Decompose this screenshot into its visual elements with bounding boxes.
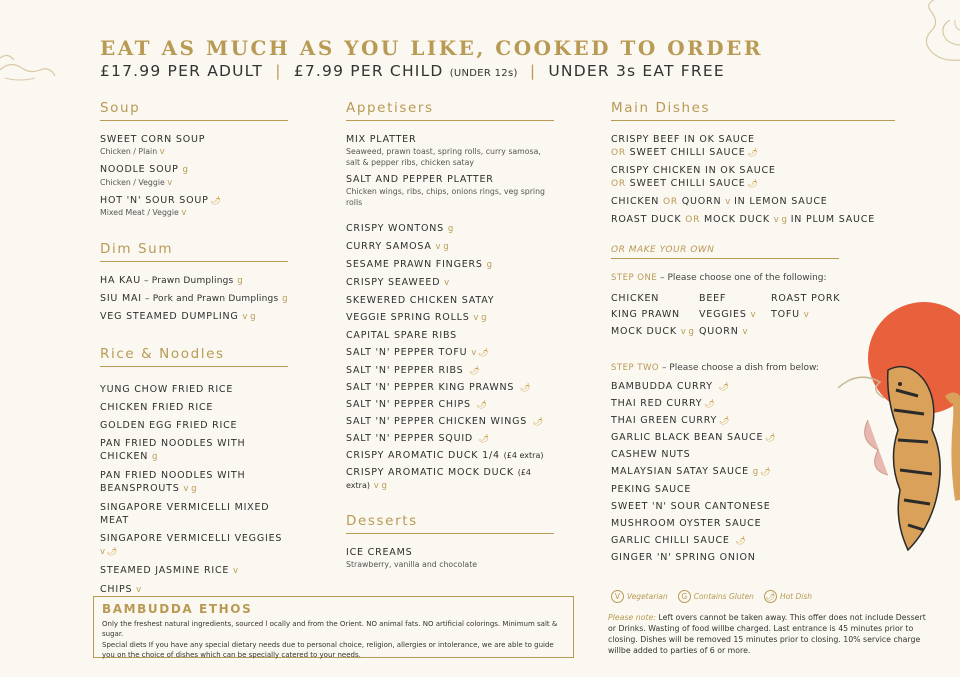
step-one: STEP ONE – Please choose one of the following: bbox=[611, 273, 827, 283]
list-item: VEGGIE SPRING ROLLS v g bbox=[346, 312, 487, 323]
list-item: TOFU v bbox=[771, 309, 809, 320]
list-item: MALAYSIAN SATAY SAUCE g 🌶 bbox=[611, 466, 772, 477]
page-title: EAT AS MUCH AS YOU LIKE, COOKED TO ORDER bbox=[100, 36, 764, 60]
hot-icon: 🌶 bbox=[478, 434, 490, 443]
list-item: SWEET CORN SOUP bbox=[100, 134, 206, 145]
list-item: ICE CREAMS bbox=[346, 547, 413, 558]
list-item: MOCK DUCK v g bbox=[611, 326, 694, 337]
item-subtitle: Strawberry, vanilla and chocolate bbox=[346, 560, 478, 569]
list-item: SIU MAI – Pork and Prawn Dumplings g bbox=[100, 293, 288, 305]
appetiser-list bbox=[346, 222, 554, 493]
item-subtitle: Mixed Meat / Veggie v bbox=[100, 208, 187, 218]
list-item: PAN FRIED NOODLES WITH CHICKEN g bbox=[100, 438, 246, 463]
make-your-own-heading: OR MAKE YOUR OWN bbox=[611, 245, 839, 259]
cloud-decoration-left bbox=[0, 30, 60, 90]
hot-icon: 🌶 bbox=[210, 196, 222, 205]
item-subtitle: Seaweed, prawn toast, spring rolls, curry samosa, salt & pepper ribs, chicken satay bbox=[346, 147, 541, 167]
list-item: SALT 'N' PEPPER RIBS 🌶 bbox=[346, 365, 481, 376]
column-left bbox=[100, 100, 288, 602]
list-item: ROAST DUCK OR MOCK DUCK v g IN PLUM SAUCE bbox=[611, 214, 876, 225]
list-item: SKEWERED CHICKEN SATAY bbox=[346, 295, 495, 306]
list-item: HA KAU – Prawn Dumplings g bbox=[100, 275, 243, 286]
list-item: CHIPS v bbox=[100, 584, 142, 596]
vegetarian-icon: V bbox=[611, 590, 624, 603]
hot-icon: 🌶 bbox=[520, 383, 532, 392]
list-item: CASHEW NUTS bbox=[611, 449, 691, 460]
gluten-icon: G bbox=[678, 590, 691, 603]
list-item: OR SWEET CHILLI SAUCE 🌶 bbox=[611, 178, 759, 189]
item-subtitle: Chicken / Plain v bbox=[100, 147, 165, 157]
list-item: SALT 'N' PEPPER CHIPS 🌶 bbox=[346, 399, 488, 410]
list-item: SINGAPORE VERMICELLI MIXED MEAT bbox=[100, 502, 270, 527]
item-subtitle: Chicken / Veggie v bbox=[100, 178, 173, 188]
step-two: STEP TWO – Please choose a dish from below: bbox=[611, 363, 819, 373]
free-note: UNDER 3s EAT FREE bbox=[548, 62, 725, 80]
list-item: SWEET 'N' SOUR CANTONESE bbox=[611, 501, 771, 512]
hot-icon: 🌶 bbox=[719, 416, 731, 425]
list-item: PAN FRIED NOODLES WITH BEANSPROUTS v g bbox=[100, 470, 246, 495]
list-item: OR SWEET CHILLI SAUCE 🌶 bbox=[611, 147, 759, 158]
list-item: GINGER 'N' SPRING ONION bbox=[611, 552, 756, 563]
legend bbox=[611, 590, 812, 603]
hot-icon: 🌶 bbox=[476, 400, 488, 409]
ethos-title: BAMBUDDA ETHOS bbox=[102, 602, 253, 616]
hot-icon: 🌶 bbox=[718, 382, 730, 391]
list-item: SINGAPORE VERMICELLI VEGGIES v 🌶 bbox=[100, 533, 283, 558]
list-item: NOODLE SOUP g bbox=[100, 164, 188, 175]
list-item: ROAST PORK bbox=[771, 293, 841, 304]
list-item: CHICKEN bbox=[611, 293, 660, 304]
list-item: VEG STEAMED DUMPLING v g bbox=[100, 311, 256, 323]
rice-list bbox=[100, 383, 288, 597]
list-item: GOLDEN EGG FRIED RICE bbox=[100, 420, 238, 432]
list-item: KING PRAWN bbox=[611, 309, 680, 320]
hot-icon: 🌶 bbox=[747, 179, 759, 188]
cloud-decoration-right bbox=[900, 0, 960, 70]
section-title-main: Main Dishes bbox=[611, 100, 895, 121]
hot-icon: 🌶 bbox=[704, 399, 716, 408]
ethos-box bbox=[93, 596, 574, 658]
hot-icon: 🌶 bbox=[735, 536, 747, 545]
list-item: MIX PLATTER bbox=[346, 134, 417, 145]
list-item: QUORN v bbox=[699, 326, 748, 337]
legend-vegetarian: V Vegetarian bbox=[611, 590, 668, 603]
list-item: BEEF bbox=[699, 293, 727, 304]
list-item: CRISPY AROMATIC MOCK DUCK (£4 extra) v g bbox=[346, 467, 532, 491]
section-title-soup: Soup bbox=[100, 100, 288, 121]
section-title-desserts: Desserts bbox=[346, 513, 554, 534]
list-item: CRISPY BEEF IN OK SAUCE bbox=[611, 134, 755, 145]
separator: | bbox=[275, 62, 282, 80]
menu-header bbox=[100, 36, 763, 80]
list-item: SALT 'N' PEPPER SQUID 🌶 bbox=[346, 433, 490, 444]
hot-icon: 🌶 bbox=[532, 417, 544, 426]
hot-icon: 🌶 bbox=[760, 467, 772, 476]
hot-icon: 🌶 bbox=[747, 148, 759, 157]
list-item: CRISPY SEAWEED v bbox=[346, 277, 450, 288]
list-item: SALT 'N' PEPPER CHICKEN WINGS 🌶 bbox=[346, 416, 544, 427]
hot-icon: 🌶 bbox=[107, 547, 118, 557]
list-item: THAI RED CURRY 🌶 bbox=[611, 398, 716, 409]
hot-icon: 🌶 bbox=[478, 348, 490, 357]
list-item: SALT AND PEPPER PLATTER bbox=[346, 174, 494, 185]
chili-icon: 🌶 bbox=[765, 592, 776, 601]
list-item: CRISPY CHICKEN IN OK SAUCE bbox=[611, 165, 776, 176]
adult-price: £17.99 PER ADULT bbox=[100, 62, 264, 80]
list-item: HOT 'N' SOUR SOUP 🌶 bbox=[100, 195, 222, 206]
section-title-rice: Rice & Noodles bbox=[100, 346, 288, 367]
tiger-illustration bbox=[828, 300, 960, 560]
list-item: PEKING SAUCE bbox=[611, 484, 692, 495]
child-price: £7.99 PER CHILD bbox=[293, 62, 444, 80]
list-item: GARLIC CHILLI SAUCE 🌶 bbox=[611, 535, 747, 546]
note-text: Please note: Left overs cannot be taken away. This offer does not include Dessert or Drinks. Wasting of food willbe charged. Last entrance is 45 minutes prior to closing. Dishes will be removed 15 minutes prior to closing. 10% service charge willbe added to parties of 6 or more. bbox=[608, 613, 926, 655]
column-middle bbox=[346, 100, 554, 575]
list-item: THAI GREEN CURRY 🌶 bbox=[611, 415, 731, 426]
list-item: SALT 'N' PEPPER TOFU v 🌶 bbox=[346, 347, 490, 358]
item-subtitle: Chicken wings, ribs, chips, onions rings, veg spring rolls bbox=[346, 187, 545, 207]
child-age-note: (UNDER 12s) bbox=[449, 68, 518, 79]
special-diets-text: Special diets If you have any special dietary needs due to personal choice, religion, allergies or intolerance, we are able to guide you on the choice of dishes which can be specially catered to your needs. bbox=[102, 641, 554, 659]
legend-hot: 🌶 Hot Dish bbox=[765, 592, 813, 601]
legend-gluten: G Contains Gluten bbox=[678, 590, 754, 603]
list-item: GARLIC BLACK BEAN SAUCE 🌶 bbox=[611, 432, 777, 443]
list-item: MUSHROOM OYSTER SAUCE bbox=[611, 518, 762, 529]
list-item: CHICKEN OR QUORN v IN LEMON SAUCE bbox=[611, 196, 828, 207]
list-item: CRISPY AROMATIC DUCK 1/4 (£4 extra) bbox=[346, 450, 544, 461]
list-item: CURRY SAMOSA v g bbox=[346, 241, 449, 252]
list-item: STEAMED JASMINE RICE v bbox=[100, 565, 239, 577]
list-item: SALT 'N' PEPPER KING PRAWNS 🌶 bbox=[346, 382, 532, 393]
price-line bbox=[100, 62, 763, 80]
list-item: BAMBUDDA CURRY 🌶 bbox=[611, 381, 730, 392]
dimsum-list bbox=[100, 274, 288, 324]
list-item: CRISPY WONTONS g bbox=[346, 223, 454, 234]
hot-icon: 🌶 bbox=[765, 433, 777, 442]
list-item: YUNG CHOW FRIED RICE bbox=[100, 384, 234, 396]
list-item: CHICKEN FRIED RICE bbox=[100, 402, 214, 414]
soup-list bbox=[100, 133, 288, 219]
list-item: VEGGIES v bbox=[699, 309, 756, 320]
list-item: CAPITAL SPARE RIBS bbox=[346, 330, 457, 341]
section-title-dimsum: Dim Sum bbox=[100, 241, 288, 262]
list-item: SESAME PRAWN FINGERS g bbox=[346, 259, 493, 270]
section-title-appetisers: Appetisers bbox=[346, 100, 554, 121]
separator: | bbox=[529, 62, 537, 80]
ethos-text: Only the freshest natural ingredients, sourced l ocally and from the Orient. NO animal fats. NO artificial colorings. Minimum salt & sugar. bbox=[102, 620, 558, 638]
hot-icon: 🌶 bbox=[469, 366, 481, 375]
